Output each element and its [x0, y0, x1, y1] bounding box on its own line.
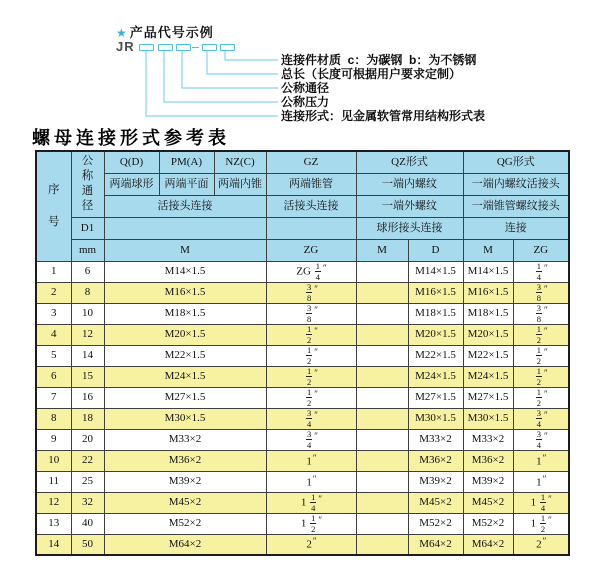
- thread-col-zg2: ZG: [513, 239, 569, 261]
- cell-dn: 50: [71, 534, 104, 555]
- cell-m: M33×2: [104, 429, 266, 450]
- cell-m: M16×1.5: [104, 282, 266, 303]
- cell-m: M64×2: [104, 534, 266, 555]
- cell-qz-m: [356, 387, 408, 408]
- cell-qg-zg: $\frac{1}{2}$ ″: [513, 387, 569, 408]
- cell-m: M14×1.5: [104, 261, 266, 282]
- cell-qz-d: M14×1.5: [408, 261, 463, 282]
- col-seq: 序号: [36, 151, 71, 261]
- col-dn: 公称通径: [71, 151, 104, 217]
- cell-seq: 9: [36, 429, 71, 450]
- cell-dn: 25: [71, 471, 104, 492]
- code-box-1: [139, 44, 154, 51]
- table-row: [36, 534, 569, 555]
- conn-ball-joint: 球形接头连接: [356, 217, 463, 239]
- cell-seq: 12: [36, 492, 71, 513]
- cell-gz: ZG $\frac{1}{4}$ ″: [266, 261, 356, 282]
- thread-col-m2: M: [356, 239, 408, 261]
- cell-qg-m: M16×1.5: [463, 282, 513, 303]
- cell-qz-d: M52×2: [408, 513, 463, 534]
- code-box-5: [220, 44, 235, 51]
- cell-qz-m: [356, 429, 408, 450]
- table-row: [36, 324, 569, 345]
- conn-ext-thread: 一端外螺纹: [356, 195, 463, 217]
- thread-col-m3: M: [463, 239, 513, 261]
- header-row-threads: [36, 239, 569, 261]
- cell-dn: 22: [71, 450, 104, 471]
- table-row: [36, 387, 569, 408]
- cell-qz-d: M64×2: [408, 534, 463, 555]
- blank-cell: [104, 217, 266, 239]
- cell-m: M22×1.5: [104, 345, 266, 366]
- cell-qz-d: M22×1.5: [408, 345, 463, 366]
- cell-qz-d: M33×2: [408, 429, 463, 450]
- cell-m: M20×1.5: [104, 324, 266, 345]
- table-row: [36, 261, 569, 282]
- cell-qz-m: [356, 345, 408, 366]
- cell-qg-m: M14×1.5: [463, 261, 513, 282]
- cell-qg-zg: $\frac{1}{2}$ ″: [513, 366, 569, 387]
- header-row-d1: [36, 217, 569, 239]
- cell-qz-m: [356, 324, 408, 345]
- cell-qz-m: [356, 303, 408, 324]
- cell-qz-d: M16×1.5: [408, 282, 463, 303]
- cell-seq: 7: [36, 387, 71, 408]
- cell-seq: 5: [36, 345, 71, 366]
- cell-seq: 10: [36, 450, 71, 471]
- table-header: [36, 151, 569, 261]
- cell-gz: 2″: [266, 534, 356, 555]
- nut-table-body: [36, 261, 569, 555]
- cell-dn: 40: [71, 513, 104, 534]
- cell-gz: $\frac{1}{2}$ ″: [266, 387, 356, 408]
- cell-qg-m: M27×1.5: [463, 387, 513, 408]
- cell-seq: 6: [36, 366, 71, 387]
- cell-qg-m: M30×1.5: [463, 408, 513, 429]
- code-box-2: [158, 44, 173, 51]
- code-box-4: [202, 44, 217, 51]
- table-row: [36, 366, 569, 387]
- end-type-qd: 两端球形: [104, 173, 159, 195]
- cell-qz-d: M45×2: [408, 492, 463, 513]
- thread-col-d: D: [408, 239, 463, 261]
- group-pma: PM(A): [159, 151, 214, 173]
- cell-qg-m: M64×2: [463, 534, 513, 555]
- table-row: [36, 303, 569, 324]
- cell-gz: $\frac{3}{4}$ ″: [266, 408, 356, 429]
- cell-qg-zg: $\frac{1}{2}$ ″: [513, 345, 569, 366]
- code-box-3: [176, 44, 191, 51]
- cell-qz-m: [356, 492, 408, 513]
- table-title: 螺母连接形式参考表: [32, 128, 230, 148]
- conn-union-1: 活接头连接: [104, 195, 266, 217]
- table-row: [36, 450, 569, 471]
- header-row-end-types: [36, 173, 569, 195]
- cell-seq: 13: [36, 513, 71, 534]
- col-unit-mm: mm: [71, 239, 104, 261]
- cell-dn: 18: [71, 408, 104, 429]
- label-nominal-pressure: 公称压力: [281, 95, 330, 109]
- end-type-gz: 两端锥管: [266, 173, 356, 195]
- label-connection-form: 连接形式：见金属软管常用结构形式表: [281, 109, 486, 123]
- blank-cell: [266, 217, 356, 239]
- cell-m: M30×1.5: [104, 408, 266, 429]
- cell-qg-zg: 1″: [513, 471, 569, 492]
- cell-qz-d: M39×2: [408, 471, 463, 492]
- cell-m: M18×1.5: [104, 303, 266, 324]
- label-nominal-diameter: 公称通径: [281, 81, 330, 95]
- cell-qg-zg: $\frac{3}{4}$ ″: [513, 408, 569, 429]
- code-dash: [192, 47, 199, 48]
- cell-gz: $\frac{1}{2}$ ″: [266, 345, 356, 366]
- cell-m: M36×2: [104, 450, 266, 471]
- star-icon: ★: [116, 26, 128, 40]
- cell-gz: $\frac{3}{8}$ ″: [266, 303, 356, 324]
- table-row: [36, 471, 569, 492]
- cell-seq: 1: [36, 261, 71, 282]
- cell-qg-zg: $\frac{3}{4}$ ″: [513, 429, 569, 450]
- cell-qg-m: M18×1.5: [463, 303, 513, 324]
- cell-dn: 12: [71, 324, 104, 345]
- cell-qz-d: M24×1.5: [408, 366, 463, 387]
- cell-gz: $\frac{1}{2}$ ″: [266, 366, 356, 387]
- cell-m: M39×2: [104, 471, 266, 492]
- cell-qg-zg: 1″: [513, 450, 569, 471]
- cell-qz-d: M30×1.5: [408, 408, 463, 429]
- end-type-qz: 一端内螺纹: [356, 173, 463, 195]
- cell-dn: 8: [71, 282, 104, 303]
- cell-qz-m: [356, 282, 408, 303]
- cell-qz-m: [356, 450, 408, 471]
- thread-col-m1: M: [104, 239, 266, 261]
- conn-union-2: 活接头连接: [266, 195, 356, 217]
- table-row: [36, 492, 569, 513]
- cell-qz-d: M20×1.5: [408, 324, 463, 345]
- thread-col-zg1: ZG: [266, 239, 356, 261]
- col-d1: D1: [71, 217, 104, 239]
- cell-qz-m: [356, 471, 408, 492]
- cell-qg-zg: $\frac{3}{8}$ ″: [513, 282, 569, 303]
- cell-gz: 1 $\frac{1}{4}$ ″: [266, 492, 356, 513]
- cell-gz: $\frac{1}{2}$ ″: [266, 324, 356, 345]
- group-nzc: NZ(C): [214, 151, 266, 173]
- cell-qg-m: M33×2: [463, 429, 513, 450]
- diagram-heading-text: 产品代号示例: [129, 25, 214, 40]
- code-prefix: JR: [116, 39, 135, 54]
- cell-m: M27×1.5: [104, 387, 266, 408]
- table-row: [36, 513, 569, 534]
- table-row: [36, 429, 569, 450]
- cell-gz: $\frac{3}{8}$ ″: [266, 282, 356, 303]
- cell-gz: $\frac{3}{4}$ ″: [266, 429, 356, 450]
- label-material: 连接件材质 c：为碳钢 b：为不锈钢: [281, 53, 477, 67]
- end-type-nzc: 两端内锥: [214, 173, 266, 195]
- group-qd: Q(D): [104, 151, 159, 173]
- group-qg: QG形式: [463, 151, 569, 173]
- header-row-groups: [36, 151, 569, 173]
- cell-gz: 1″: [266, 471, 356, 492]
- cell-qz-m: [356, 513, 408, 534]
- cell-qg-m: M24×1.5: [463, 366, 513, 387]
- cell-dn: 6: [71, 261, 104, 282]
- cell-gz: 1″: [266, 450, 356, 471]
- cell-qg-zg: $\frac{1}{4}$ ″: [513, 261, 569, 282]
- cell-dn: 16: [71, 387, 104, 408]
- cell-qg-m: M52×2: [463, 513, 513, 534]
- cell-seq: 2: [36, 282, 71, 303]
- table-row: [36, 408, 569, 429]
- label-total-length: 总长（长度可根据用户要求定制）: [281, 67, 462, 81]
- cell-qz-d: M18×1.5: [408, 303, 463, 324]
- cell-dn: 32: [71, 492, 104, 513]
- table-row: [36, 345, 569, 366]
- cell-m: M45×2: [104, 492, 266, 513]
- conn-label: 连接: [463, 217, 569, 239]
- cell-qz-m: [356, 261, 408, 282]
- cell-dn: 14: [71, 345, 104, 366]
- cell-qg-m: M36×2: [463, 450, 513, 471]
- cell-qg-m: M45×2: [463, 492, 513, 513]
- cell-seq: 14: [36, 534, 71, 555]
- nut-connection-table: [35, 150, 570, 556]
- cell-dn: 15: [71, 366, 104, 387]
- cell-seq: 8: [36, 408, 71, 429]
- group-gz: GZ: [266, 151, 356, 173]
- cell-gz: 1 $\frac{1}{2}$ ″: [266, 513, 356, 534]
- cell-seq: 3: [36, 303, 71, 324]
- cell-qz-m: [356, 408, 408, 429]
- header-row-connection: [36, 195, 569, 217]
- cell-qg-m: M22×1.5: [463, 345, 513, 366]
- cell-dn: 20: [71, 429, 104, 450]
- cell-m: M52×2: [104, 513, 266, 534]
- cell-qg-m: M20×1.5: [463, 324, 513, 345]
- cell-qg-zg: $\frac{3}{8}$ ″: [513, 303, 569, 324]
- end-type-pma: 两端平面: [159, 173, 214, 195]
- table-row: [36, 282, 569, 303]
- cell-qz-d: M36×2: [408, 450, 463, 471]
- cell-m: M24×1.5: [104, 366, 266, 387]
- cell-qg-m: M39×2: [463, 471, 513, 492]
- cell-qg-zg: $\frac{1}{2}$ ″: [513, 324, 569, 345]
- cell-qz-m: [356, 366, 408, 387]
- cell-qg-zg: 2″: [513, 534, 569, 555]
- cell-seq: 4: [36, 324, 71, 345]
- cell-dn: 10: [71, 303, 104, 324]
- cell-qz-m: [356, 534, 408, 555]
- cell-seq: 11: [36, 471, 71, 492]
- group-qz: QZ形式: [356, 151, 463, 173]
- cell-qz-d: M27×1.5: [408, 387, 463, 408]
- cell-qg-zg: 1 $\frac{1}{4}$ ″: [513, 492, 569, 513]
- conn-taper-thread: 一端锥管螺纹接头: [463, 195, 569, 217]
- end-type-qg: 一端内螺纹活接头: [463, 173, 569, 195]
- cell-qg-zg: 1 $\frac{1}{2}$ ″: [513, 513, 569, 534]
